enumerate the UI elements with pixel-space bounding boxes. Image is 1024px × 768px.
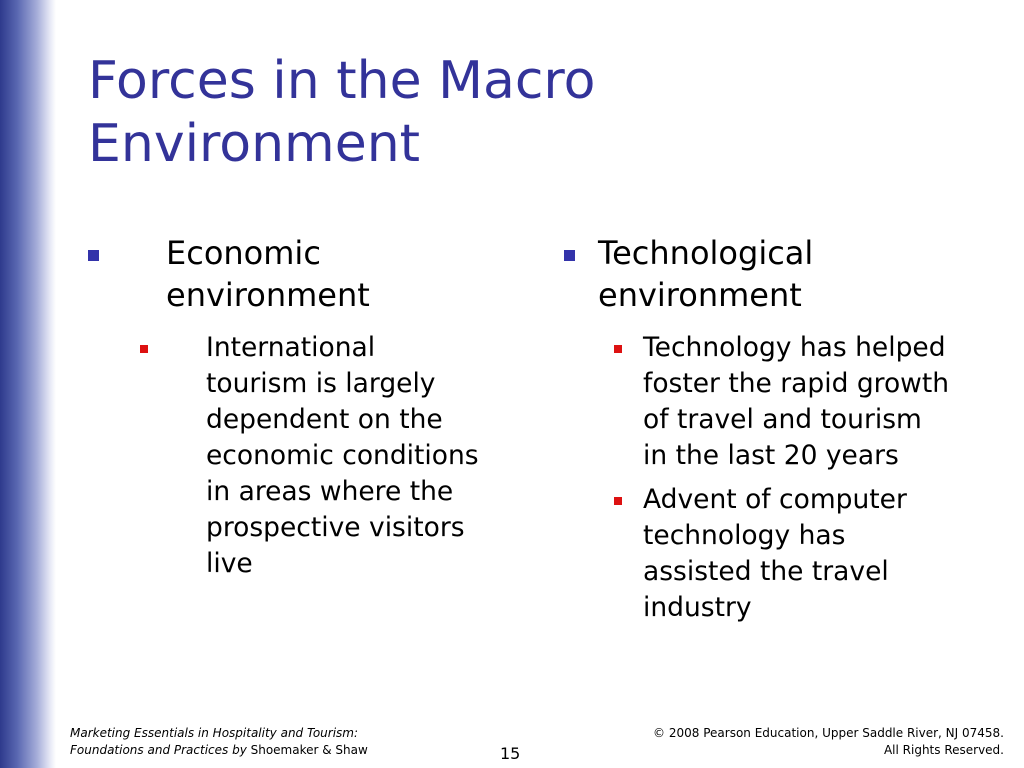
technological-column: [556, 232, 996, 626]
copyright-line-1: © 2008 Pearson Education, Upper Saddle River, NJ 07458.: [653, 726, 1004, 740]
bullet-line: economic conditions: [206, 440, 479, 471]
computer-technology-text: [556, 482, 996, 626]
economic-heading-line-2: environment: [166, 276, 370, 314]
square-bullet-icon: [140, 345, 148, 353]
book-title-line-2: Foundations and Practices by: [70, 743, 247, 757]
economic-heading: [80, 232, 520, 316]
computer-technology-bullet: [556, 482, 996, 626]
economic-column: [80, 232, 520, 582]
page-number: 15: [500, 744, 521, 763]
economic-heading-item: [80, 232, 520, 316]
bullet-line: live: [206, 548, 253, 579]
bullet-line: technology has: [643, 520, 846, 551]
slide-title-line-2: Environment: [88, 114, 421, 174]
bullet-line: prospective visitors: [206, 512, 465, 543]
copyright-notice: [653, 725, 1004, 759]
bullet-line: in areas where the: [206, 476, 454, 507]
square-bullet-icon: [88, 250, 99, 261]
bullet-line: Technology has helped: [643, 332, 946, 363]
copyright-line-2: All Rights Reserved.: [883, 743, 1004, 757]
bullet-line: Advent of computer: [643, 484, 907, 515]
bullet-line: International: [206, 332, 376, 363]
economic-bullet: [80, 330, 520, 582]
side-gradient-bar: [0, 0, 56, 768]
technological-heading-line-1: Technological: [598, 234, 814, 272]
bullet-line: industry: [643, 592, 752, 623]
technology-growth-bullet: [556, 330, 996, 474]
economic-bullet-text: [80, 330, 520, 582]
bullet-line: dependent on the: [206, 404, 443, 435]
square-bullet-icon: [564, 250, 575, 261]
economic-heading-line-1: Economic: [166, 234, 321, 272]
bullet-line: tourism is largely: [206, 368, 436, 399]
technological-heading-item: [556, 232, 996, 316]
slide-title: [88, 50, 968, 176]
book-citation: [70, 725, 368, 759]
technological-heading: [556, 232, 996, 316]
technological-heading-line-2: environment: [598, 276, 802, 314]
technology-growth-text: [556, 330, 996, 474]
bullet-line: in the last 20 years: [643, 440, 899, 471]
bullet-line: of travel and tourism: [643, 404, 922, 435]
square-bullet-icon: [614, 497, 622, 505]
bullet-line: assisted the travel: [643, 556, 889, 587]
bullet-line: foster the rapid growth: [643, 368, 950, 399]
square-bullet-icon: [614, 345, 622, 353]
book-title-line-1: Marketing Essentials in Hospitality and Tourism:: [70, 726, 359, 740]
book-authors: Shoemaker & Shaw: [246, 743, 368, 757]
slide-title-line-1: Forces in the Macro: [88, 51, 596, 111]
